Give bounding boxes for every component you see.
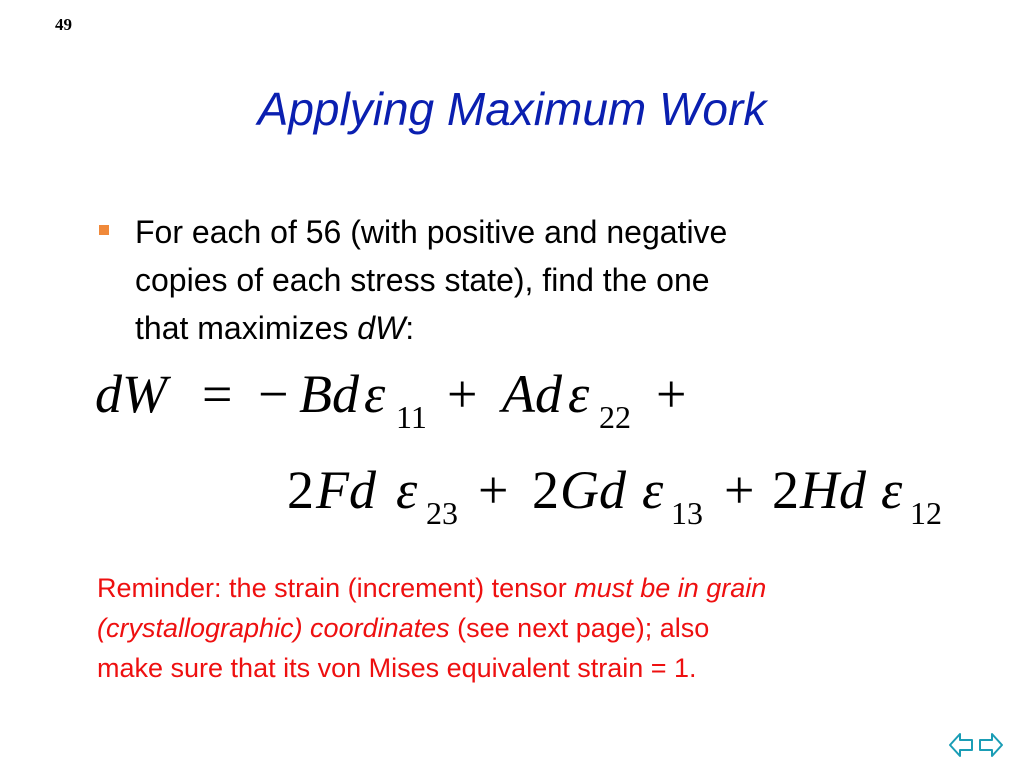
eq-epsilon-2: ε [568,364,590,424]
bullet-line-3-italic: dW [357,310,406,346]
eq-sub-23: 23 [426,495,458,531]
bullet-line-2: copies of each stress state), find the one [135,262,710,298]
bullet-line-3-prefix: that maximizes [135,310,358,346]
bullet-text [135,208,935,352]
navigation-arrows-icon[interactable] [948,730,1004,760]
nav-forward-arrow-icon [980,734,1002,756]
eq-term-bd: Bd [299,364,359,424]
eq-coef-2f: 2 [287,460,314,520]
eq-term-fd: Fd [316,460,376,520]
eq-term-hd: Hd [800,460,866,520]
bullet-marker [99,225,109,235]
eq-plus-trail: + [656,364,687,424]
eq-plus-3: + [724,460,755,520]
eq-coef-2g: 2 [532,460,559,520]
slide-title: Applying Maximum Work [257,83,767,135]
eq-coef-2h: 2 [772,460,799,520]
eq-equals: = [202,364,233,424]
eq-epsilon-4: ε [642,460,664,520]
eq-sub-22: 22 [599,399,631,435]
reminder-line-2 [97,608,977,648]
eq-term-ad: Ad [502,364,562,424]
eq-epsilon-1: ε [364,364,386,424]
eq-epsilon-3: ε [396,460,418,520]
eq-plus-2: + [478,460,509,520]
eq-lhs: dW [95,364,167,424]
eq-sub-11: 11 [396,399,427,435]
eq-term-gd: Gd [560,460,626,520]
reminder-line-1-italic: must be in grain [574,573,767,603]
page-number: 49 [55,15,72,34]
eq-epsilon-5: ε [881,460,903,520]
nav-back-arrow-icon [950,734,972,756]
reminder-line-1 [97,568,977,608]
eq-sub-12: 12 [910,495,942,531]
reminder-note [97,568,977,688]
reminder-line-2-italic: (crystallographic) coordinates [97,613,450,643]
eq-plus-1: + [447,364,478,424]
eq-sub-13: 13 [671,495,703,531]
bullet-line-3-suffix: : [405,310,415,346]
bullet-line-3 [135,304,935,352]
bullet-line-1: For each of 56 (with positive and negative [135,214,728,250]
reminder-line-2-plain: (see next page); also [449,613,710,643]
reminder-line-3: make sure that its von Mises equivalent strain = 1. [97,653,697,683]
reminder-line-1-plain: Reminder: the strain (increment) tensor [97,573,575,603]
eq-minus: − [258,364,289,424]
